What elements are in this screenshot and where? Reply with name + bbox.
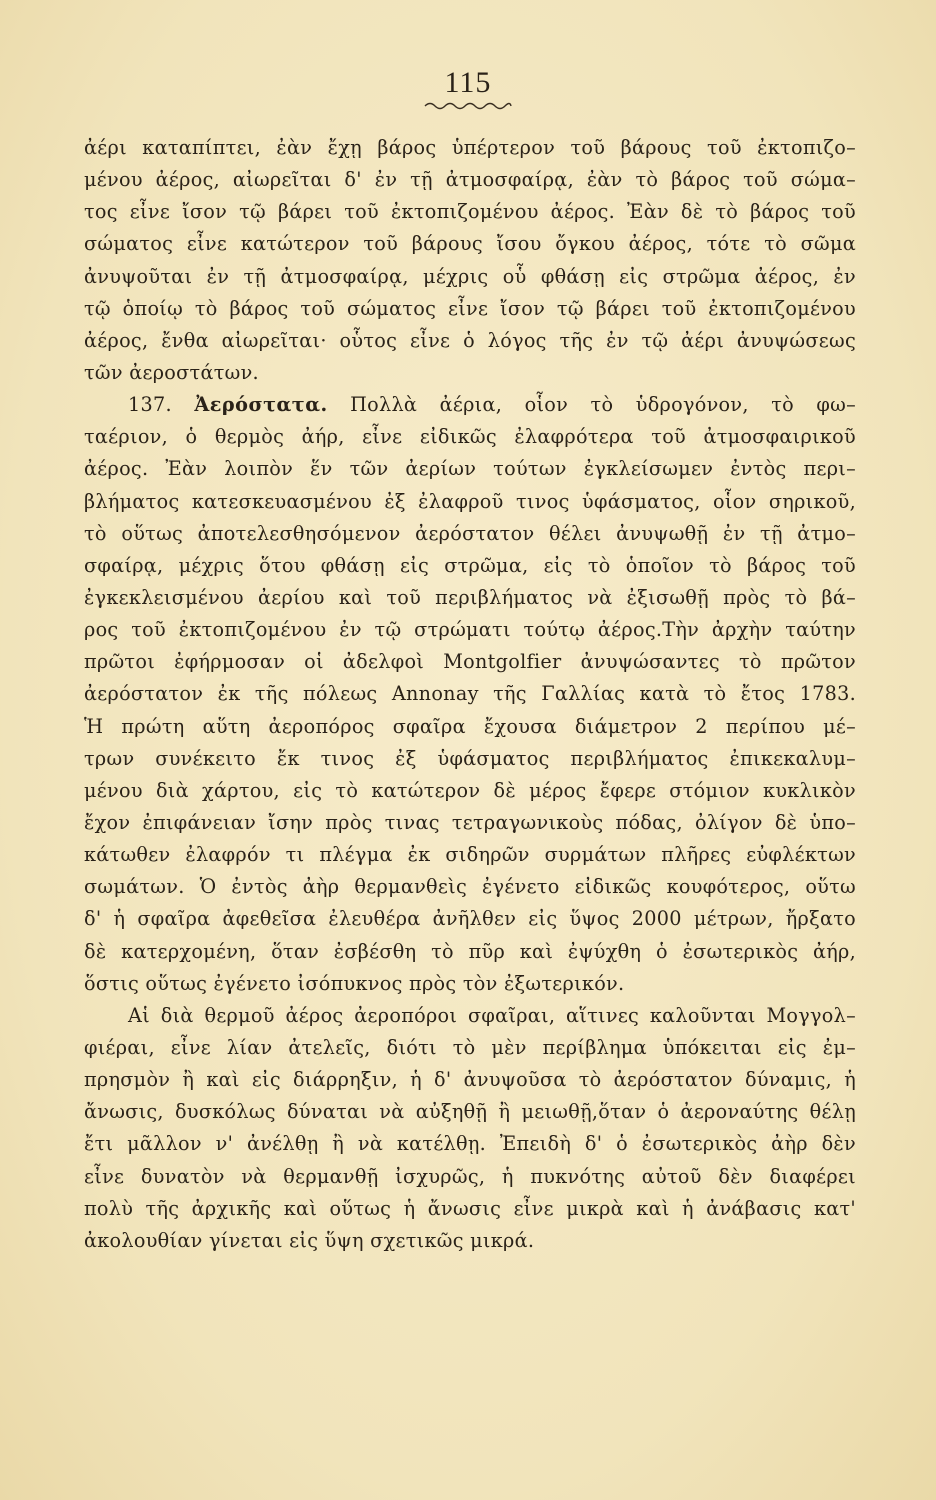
section-first-line-text: Πολλὰ ἀέρια, οἷον τὸ ὑδρογόνον, τὸ φω– [350,393,856,417]
section-number: 137. [128,393,172,417]
text-line: μένου ἀέρος, αἰωρεῖται δ' ἐν τῇ ἀτμοσφαίρᾳ, ἐὰν τὸ βάρος τοῦ σώμα– [84,168,856,192]
text-line: ἀέρι καταπίπτει, ἐὰν ἔχῃ βάρος ὑπέρτερον τοῦ βάρους τοῦ ἐκτοπιζο– [84,136,856,159]
text-line: τος εἶνε ἴσον τῷ βάρει τοῦ ἐκτοπιζομένου ἀέρος. Ἐὰν δὲ τὸ βάρος τοῦ [84,200,856,224]
wavy-rule-ornament [423,100,513,112]
text-line: τρων συνέκειτο ἔκ τινος ἐξ ὑφάσματος περιβλήματος ἐπικεκαλυμ– [84,746,856,770]
text-line: ἀκολουθίαν γίνεται εἰς ὕψη σχετικῶς μικρά. [84,1228,535,1252]
text-line: ἔτι μᾶλλον ν' ἀνέλθῃ ἢ νὰ κατέλθῃ. Ἐπειδὴ δ' ὁ ἐσωτερικὸς ἀὴρ δὲν [84,1132,856,1156]
text-line: ρος τοῦ ἐκτοπιζομένου ἐν τῷ στρώματι τούτῳ ἀέρος.Τὴν ἀρχὴν ταύτην [84,618,856,642]
page-header [0,66,936,112]
text-line: μένου διὰ χάρτου, εἰς τὸ κατώτερον δὲ μέρος ἔφερε στόμιον κυκλικὸν [84,778,856,802]
text-line: τὸ οὕτως ἀποτελεσθησόμενον ἀερόστατον θέλει ἀνυψωθῇ ἐν τῇ ἀτμο– [84,521,856,545]
text-line: πρησμὸν ἢ καὶ εἰς διάρρηξιν, ἡ δ' ἀνυψοῦσα τὸ ἀερόστατον δύναμις, ἡ [84,1068,856,1092]
text-line: Ἡ πρώτη αὕτη ἀεροπόρος σφαῖρα ἔχουσα διάμετρον 2 περίπου μέ– [84,714,856,738]
page-number: 115 [444,66,492,99]
text-line: Αἱ διὰ θερμοῦ ἀέρος ἀεροπόροι σφαῖραι, αἵτινες καλοῦνται Μογγολ– [128,1003,856,1027]
text-line: ἄνωσις, δυσκόλως δύναται νὰ αὐξηθῇ ἢ μειωθῇ,ὅταν ὁ ἀεροναύτης θέλῃ [84,1100,856,1124]
text-line: ἐγκεκλεισμένου ἀερίου καὶ τοῦ περιβλήματος νὰ ἐξισωθῇ πρὸς τὸ βά– [84,585,856,609]
section-title: Ἀερόστατα. [194,393,328,417]
text-line: δ' ἡ σφαῖρα ἀφεθεῖσα ἐλευθέρα ἀνῆλθεν εἰς ὕψος 2000 μέτρων, ἤρξατο [84,907,856,931]
text-line: φιέραι, εἶνε λίαν ἀτελεῖς, διότι τὸ μὲν περίβλημα ὑπόκειται εἰς ἐμ– [84,1035,856,1059]
text-line: τῷ ὁποίῳ τὸ βάρος τοῦ σώματος εἶνε ἴσον τῷ βάρει τοῦ ἐκτοπιζομένου [84,296,856,320]
text-line: ἀερόστατον ἐκ τῆς πόλεως Annonay τῆς Γαλλίας κατὰ τὸ ἔτος 1783. [84,682,856,706]
text-line: ὅστις οὕτως ἐγένετο ἰσόπυκνος πρὸς τὸν ἐξωτερικόν. [84,971,625,995]
text-line: σωμάτων. Ὁ ἐντὸς ἀὴρ θερμανθεὶς ἐγένετο εἰδικῶς κουφότερος, οὕτω [84,875,856,899]
text-line: πολὺ τῆς ἀρχικῆς καὶ οὕτως ἡ ἄνωσις εἶνε μικρὰ καὶ ἡ ἀνάβασις κατ' [84,1196,856,1220]
text-line: σφαίρᾳ, μέχρις ὅτου φθάσῃ εἰς στρῶμα, εἰς τὸ ὁποῖον τὸ βάρος τοῦ [84,553,856,577]
text-line: κάτωθεν ἐλαφρόν τι πλέγμα ἐκ σιδηρῶν συρμάτων πλῆρες εὐφλέκτων [84,843,856,867]
text-line: ἔχον ἐπιφάνειαν ἴσην πρὸς τινας τετραγωνικοὺς πόδας, ὀλίγον δὲ ὑπο– [84,810,856,834]
text-line: ταέριον, ὁ θερμὸς ἀήρ, εἶνε εἰδικῶς ἐλαφρότερα τοῦ ἀτμοσφαιρικοῦ [84,425,856,449]
text-line: ἀέρος. Ἐὰν λοιπὸν ἕν τῶν ἀερίων τούτων ἐγκλείσωμεν ἐντὸς περι– [84,457,856,481]
text-line: εἶνε δυνατὸν νὰ θερμανθῇ ἰσχυρῶς, ἡ πυκνότης αὐτοῦ δὲν διαφέρει [84,1164,856,1188]
text-line: ἀνυψοῦται ἐν τῇ ἀτμοσφαίρᾳ, μέχρις οὗ φθάσῃ εἰς στρῶμα ἀέρος, ἐν [84,264,856,288]
text-line: σώματος εἶνε κατώτερον τοῦ βάρους ἴσου ὄγκου ἀέρος, τότε τὸ σῶμα [84,232,856,256]
text-line: τῶν ἀεροστάτων. [84,360,259,384]
text-line: βλήματος κατεσκευασμένου ἐξ ἐλαφροῦ τινος ὑφάσματος, οἷον σηρικοῦ, [84,489,856,513]
text-line: δὲ κατερχομένη, ὅταν ἐσβέσθη τὸ πῦρ καὶ ἐψύχθη ὁ ἐσωτερικὸς ἀήρ, [84,939,856,963]
text-line: πρῶτοι ἐφήρμοσαν οἱ ἀδελφοὶ Montgolfier ἀνυψώσαντες τὸ πρῶτον [84,650,856,674]
text-line: ἀέρος, ἔνθα αἰωρεῖται· οὗτος εἶνε ὁ λόγος τῆς ἐν τῷ ἀέρι ἀνυψώσεως [84,328,856,352]
body-text [84,132,856,1257]
section-heading-line [84,389,856,421]
